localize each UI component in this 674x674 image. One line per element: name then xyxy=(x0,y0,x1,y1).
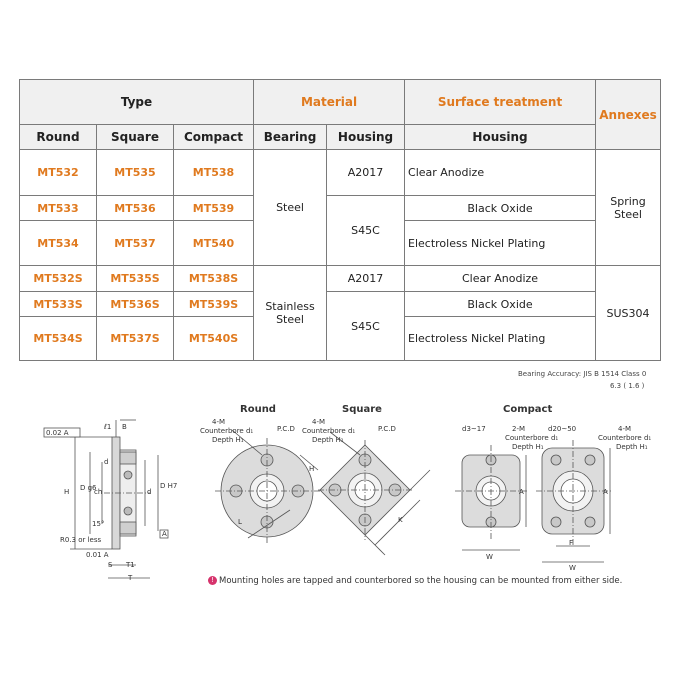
surface-clear-anodize: Clear Anodize xyxy=(405,266,596,292)
bearing-line: Steel xyxy=(276,313,304,326)
surface-black-oxide: Black Oxide xyxy=(405,196,596,221)
part-number-round: MT532S xyxy=(20,266,97,292)
compact-w-label: W xyxy=(569,564,576,572)
part-number-compact: MT538S xyxy=(174,266,254,292)
header-type: Type xyxy=(20,80,254,125)
compact-a-label: A xyxy=(603,488,608,496)
mounting-note xyxy=(208,576,622,586)
roughness-symbol: 6.3 ( 1.6 ) xyxy=(610,382,645,390)
header-square: Square xyxy=(97,125,174,150)
part-number-square: MT535S xyxy=(97,266,174,292)
dim-t1: T1 xyxy=(126,561,135,569)
part-number-compact: MT540S xyxy=(174,317,254,361)
dim-r: R0.3 or less xyxy=(60,536,102,544)
dim-h: H xyxy=(64,488,70,496)
housing-s45c: S45C xyxy=(327,292,405,361)
part-number-compact: MT539S xyxy=(174,292,254,317)
datum-a: A xyxy=(162,530,167,538)
square-h-label: H xyxy=(309,465,315,473)
dim-15deg: 15° xyxy=(92,520,105,528)
header-compact: Compact xyxy=(174,125,254,150)
compact-cbore2-label: Counterbore d₁ xyxy=(505,434,559,442)
square-holes-label: 4-M xyxy=(312,418,326,426)
bearing-steel: Steel xyxy=(254,150,327,266)
round-holes-label: 4-M xyxy=(212,418,226,426)
surface-clear-anodize: Clear Anodize xyxy=(405,150,596,196)
annex-sus304: SUS304 xyxy=(596,266,661,361)
dim-ch: ch xyxy=(94,488,103,496)
dim-l1: ℓ1 xyxy=(104,423,112,431)
compact-4m-label: 4-M xyxy=(618,425,632,433)
part-number-compact: MT538 xyxy=(174,150,254,196)
compact-depth4-label: Depth H₁ xyxy=(616,443,648,451)
view-title-round: Round xyxy=(240,404,276,415)
header-surface-treatment: Surface treatment xyxy=(405,80,596,125)
round-cbore-label: Counterbore d₁ xyxy=(200,427,254,435)
compact-d3-label: d3~17 xyxy=(462,425,486,433)
dim-b: B xyxy=(122,423,127,431)
compact-4hole-view xyxy=(536,440,612,562)
compact-2m-label: 2-M xyxy=(512,425,526,433)
compact-cbore4-label: Counterbore d₁ xyxy=(598,434,652,442)
compact-w-label: W xyxy=(486,553,493,561)
surface-black-oxide: Black Oxide xyxy=(405,292,596,317)
round-depth-label: Depth H₁ xyxy=(212,436,244,444)
square-view xyxy=(318,432,430,555)
mounting-note-text: Mounting holes are tapped and counterbored so the housing can be mounted from either side. xyxy=(219,576,623,586)
part-number-square: MT536 xyxy=(97,196,174,221)
dim-s: S xyxy=(108,561,113,569)
round-l-label: L xyxy=(238,518,242,526)
dim-d: d xyxy=(104,458,109,466)
compact-2hole-view xyxy=(455,445,528,550)
compact-depth2-label: Depth H₁ xyxy=(512,443,544,451)
surface-electroless-nickel: Electroless Nickel Plating xyxy=(405,221,596,266)
dim-dg6: D g6 xyxy=(80,484,97,492)
round-view xyxy=(215,430,320,545)
dim-d-hole: d xyxy=(147,488,152,496)
warning-icon: ! xyxy=(208,576,217,585)
part-number-round: MT532 xyxy=(20,150,97,196)
part-number-round: MT534 xyxy=(20,221,97,266)
part-number-round: MT533S xyxy=(20,292,97,317)
header-housing: Housing xyxy=(327,125,405,150)
part-number-compact: MT540 xyxy=(174,221,254,266)
part-number-round: MT534S xyxy=(20,317,97,361)
flatness-label: 0.02 A xyxy=(46,429,69,437)
header-bearing: Bearing xyxy=(254,125,327,150)
housing-a2017: A2017 xyxy=(327,150,405,196)
part-number-square: MT537 xyxy=(97,221,174,266)
part-number-square: MT537S xyxy=(97,317,174,361)
square-cbore-label: Counterbore d₁ xyxy=(302,427,356,435)
square-k-label: K xyxy=(398,516,403,524)
square-pcd-label: P.C.D xyxy=(378,425,396,433)
part-number-square: MT536S xyxy=(97,292,174,317)
view-title-square: Square xyxy=(342,404,382,415)
housing-s45c: S45C xyxy=(327,196,405,266)
perpendicularity-label: 0.01 A xyxy=(86,551,109,559)
compact-d20-label: d20~50 xyxy=(548,425,577,433)
header-housing-treatment: Housing xyxy=(405,125,596,150)
annex-line: Spring xyxy=(610,194,646,208)
round-pcd-label: P.C.D xyxy=(277,425,295,433)
square-depth-label: Depth H₁ xyxy=(312,436,344,444)
part-number-compact: MT539 xyxy=(174,196,254,221)
surface-electroless-nickel: Electroless Nickel Plating xyxy=(405,317,596,361)
view-title-compact: Compact xyxy=(503,404,553,415)
bearing-accuracy-text: Bearing Accuracy: JIS B 1514 Class 0 xyxy=(518,370,647,378)
part-number-round: MT533 xyxy=(20,196,97,221)
compact-a-label: A xyxy=(519,488,524,496)
bearing-line: Stainless xyxy=(265,300,315,313)
part-number-square: MT535 xyxy=(97,150,174,196)
dim-t: T xyxy=(128,574,133,582)
header-material: Material xyxy=(254,80,405,125)
dim-dh7: D H7 xyxy=(160,482,178,490)
header-annexes: Annexes xyxy=(596,80,661,150)
annex-line: Steel xyxy=(614,207,642,221)
compact-f-label: F xyxy=(569,539,574,547)
header-round: Round xyxy=(20,125,97,150)
housing-a2017: A2017 xyxy=(327,266,405,292)
